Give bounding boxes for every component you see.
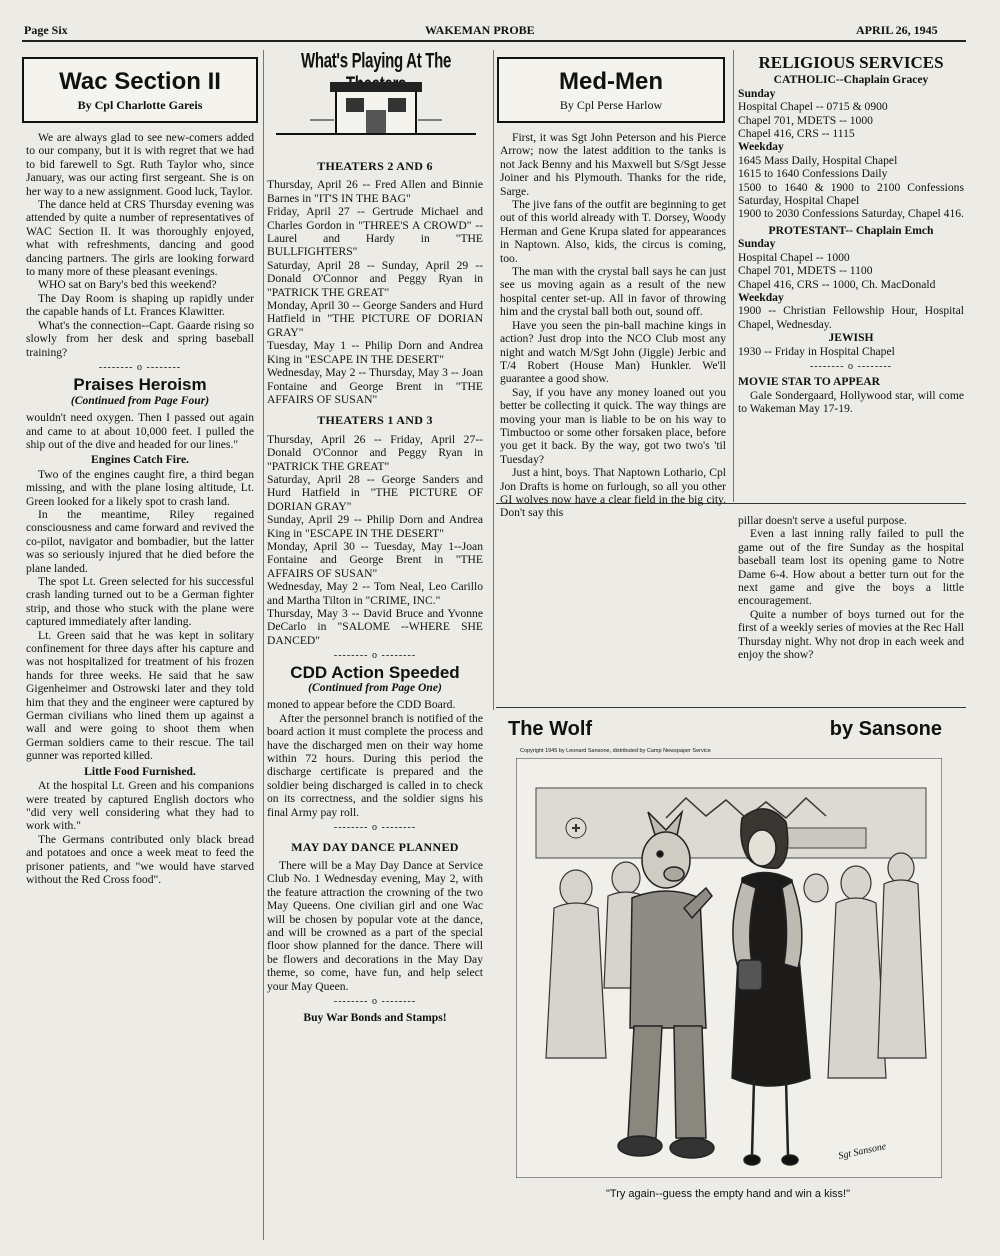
separator: -------- o -------- [333, 822, 417, 834]
movie-listing: Saturday, April 28 -- Sunday, April 29 -- Donald O'Connor and Peggy Ryan in "PATRICK THE GREAT" [267, 258, 483, 299]
praises-heroism-headline: Praises Heroism [73, 375, 207, 395]
movie-listing: Friday, April 27 -- Gertrude Michael and Charles Gordon in "THREE'S A CROWD" -- Laurel and Hardy in "THE BULLFIGHTERS" [267, 205, 483, 259]
service-item: 1615 to 1640 Confessions Daily [738, 167, 888, 181]
paragraph: pillar doesn't serve a useful purpose. [738, 514, 907, 527]
paper-title: WAKEMAN PROBE [425, 23, 535, 37]
subheading: Little Food Furnished. [84, 764, 196, 778]
paragraph: The dance held at CRS Thursday evening was attended by quite a number of representatives of WAC Section II. It was thoroughly enjoyed, what with refreshments, dancing and good dancing partners. The girls are looking forward to many more of these pleasant evenings. [26, 198, 254, 279]
paragraph: The Day Room is shaping up rapidly under the capable hands of Lt. Frances Klawitter. [26, 291, 254, 319]
column-3 [500, 131, 726, 520]
sunday-label: Sunday [738, 237, 776, 251]
section-rule [496, 707, 966, 708]
service-item: Chapel 701, MDETS -- 1100 [738, 264, 873, 278]
jewish-heading: JEWISH [828, 331, 874, 345]
paragraph: Quite a number of boys turned out for the first of a weekly series of movies at the Rec Hall Thursday night. Why not drop in each week and enjoy the show? [738, 607, 965, 662]
paragraph: In the meantime, Riley regained consciousness and came forward and revived the co-pilot, navigator and bombadier, but the latter was so seriously injured that he died before the plane landed. [26, 507, 254, 575]
wac-section-byline: By Cpl Charlotte Gareis [77, 98, 203, 112]
paragraph: wouldn't need oxygen. Then I passed out again and came to at about 10,000 feet. I pulled the ship out of the dive and headed for our lines." [26, 411, 254, 451]
paragraph: The jive fans of the outfit are beginning to get out of this world already with T. Dorsey, Woody Herman and Gene Krupa slated for appearances in Naptown. Also, kids, the circus is coming, too. [500, 198, 726, 265]
paragraph: Even a last inning rally failed to pull the game out of the fire Sunday as the hospital baseball team lost its opening game to Notre Dame 6-4. How about a better turn out for the next game and give the boys a little encouragement. [738, 527, 964, 608]
paragraph: The man with the crystal ball says he can just see us moving again as a result of the new hospital center set-up. All in favor of throwing him and the crystal ball both out, sound off. [500, 265, 726, 319]
column-divider [263, 50, 264, 1240]
catholic-heading: CATHOLIC--Chaplain Gracey [773, 73, 929, 87]
protestant-heading: PROTESTANT-- Chaplain Emch [768, 223, 934, 237]
page-number: Page Six [24, 23, 68, 37]
service-item: Chapel 701, MDETS -- 1000 [738, 113, 873, 127]
paragraph: Say, if you have any money loaned out you better be collecting it quick. The way things are moving your man is liable to be on his way to Timbuctoo or some other forsaken place, before you get it back. By the way, got two two's 'til Tuesday? [500, 385, 726, 466]
continued-note: (Continued from Page Four) [70, 393, 210, 407]
column-1 [26, 131, 254, 886]
movie-listing: Monday, April 30 -- Tuesday, May 1--Joan Fontaine and George Brent in "THE AFFAIRS OF SUSAN" [267, 539, 483, 580]
theaters-2-6-heading: THEATERS 2 AND 6 [317, 159, 433, 173]
movie-listing: Wednesday, May 2 -- Tom Neal, Leo Carillo and Martha Tilton in "CRIME, INC." [267, 580, 483, 607]
service-item: Hospital Chapel -- 0715 & 0900 [738, 100, 888, 114]
paragraph: We are always glad to see new-comers added to our company, but it is with regret that we had to bid farewell to Sgt. Ruth Taylor who, since January, was our acting first sergeant. She is on her way to a new assignment. Good luck, Taylor. [26, 131, 254, 198]
column-divider [733, 50, 734, 502]
movie-listing: Wednesday, May 2 -- Thursday, May 3 -- Joan Fontaine and George Brent in "THE AFFAIRS OF SUSAN" [267, 366, 483, 406]
cartoon-illustration [516, 758, 942, 1178]
paragraph: Have you seen the pin-ball machine kings in action? Just drop into the NCO Club most any night and watch M/Sgt John (Jiggle) Jerbic and T/4 Robert (House Man) Hunkler. We'll guarantee a good show. [500, 318, 726, 386]
movie-listing: Monday, April 30 -- George Sanders and Hurd Hatfield in "THE PICTURE OF DORIAN GRAY" [267, 299, 483, 339]
med-men-continuation [738, 514, 964, 661]
wac-section-title: Wac Section II [59, 68, 221, 95]
paragraph: Lt. Green said that he was kept in solitary confinement for three days after his capture and was not hospitalized for treatment of his frozen hands for three weeks. He said that he saw Gigenheimer and Ostrowski later and they told him that they and the engineer were captured by German civilians who lined them up against a wall and were going to shoot them when German soldiers came to their rescue. The tail gunner was reported killed. [26, 628, 254, 763]
separator: -------- o -------- [98, 361, 182, 373]
theaters-banner-title: What's Playing At The [300, 49, 452, 73]
cartoon-caption: "Try again--guess the empty hand and win a kiss!" [605, 1188, 851, 1200]
paragraph: moned to appear before the CDD Board. [267, 698, 456, 712]
cdd-action-headline: CDD Action Speeded [290, 662, 460, 682]
cartoon-copyright: Copyright 1945 by Leonard Sansone, distributed by Camp Newspaper Service [520, 748, 711, 754]
theater-building-icon [270, 74, 482, 140]
separator: -------- o -------- [333, 995, 417, 1007]
wolf-cartoon [508, 718, 948, 1223]
cartoon-author: by Sansone [829, 718, 942, 740]
service-item: 1930 -- Friday in Hospital Chapel [738, 344, 895, 358]
continued-note: (Continued from Page One) [308, 681, 442, 695]
service-item: 1500 to 1640 & 1900 to 2100 Confessions Saturday, Hospital Chapel [738, 180, 964, 208]
movie-listing: Thursday, April 26 -- Fred Allen and Binnie Barnes in "IT'S IN THE BAG" [267, 178, 483, 205]
theaters-1-3-heading: THEATERS 1 AND 3 [317, 413, 433, 428]
service-item: Hospital Chapel -- 1000 [738, 250, 850, 264]
movie-star-headline: MOVIE STAR TO APPEAR [738, 375, 881, 389]
weekday-label: Weekday [738, 290, 784, 304]
service-item: 1900 to 2030 Confessions Saturday, Chapel 416. [738, 207, 964, 221]
movie-listing: Tuesday, May 1 -- Philip Dorn and Andrea King in "ESCAPE IN THE DESERT" [267, 339, 483, 366]
med-men-title: Med-Men [559, 68, 663, 95]
separator: -------- o -------- [809, 360, 893, 372]
service-item: Chapel 416, CRS -- 1115 [738, 127, 855, 141]
movie-listing: Saturday, April 28 -- George Sanders and Hurd Hatfield in "THE PICTURE OF DORIAN GRAY" [267, 472, 483, 513]
header-rule [22, 40, 966, 42]
paragraph: The spot Lt. Green selected for his successful crash landing turned out to be a German fighter strip, and those who stuck with the plane were captured immediately after landing. [26, 575, 254, 629]
service-item: 1645 Mass Daily, Hospital Chapel [738, 153, 898, 167]
service-item: 1900 -- Christian Fellowship Hour, Hospital Chapel, Wednesday. [738, 304, 964, 331]
issue-date: APRIL 26, 1945 [856, 23, 938, 37]
paragraph: WHO sat on Bary's bed this weekend? [38, 278, 217, 292]
column-divider [493, 50, 494, 710]
paragraph: The Germans contributed only black bread and potatoes and once a week meat to feed the prisoner patients, and "we would have starved without the Red Cross food". [26, 832, 254, 886]
paragraph: First, it was Sgt John Peterson and his Pierce Arrow; now the latest addition to the tanks is not Jack Benny and his Maxwell but S/Sgt Jesse Joiner and his Plymouth. Thanks for the ride, Sarge. [500, 131, 726, 198]
paragraph: Just a hint, boys. That Naptown Lothario, Cpl Jon Drafts is home on furlough, so all you other GI wolves now have a clear field in the big city. Don't say this [500, 466, 726, 520]
separator: -------- o -------- [333, 650, 417, 662]
service-item: Chapel 416, CRS -- 1000, Ch. MacDonald [738, 277, 936, 291]
wac-section-body [26, 131, 254, 374]
paragraph: At the hospital Lt. Green and his companions were treated by captured English doctors who "did very well considering what they had to work with." [26, 779, 254, 833]
movie-listing: Sunday, April 29 -- Philip Dorn and Andrea King in "ESCAPE IN THE DESERT" [267, 513, 483, 540]
war-bonds-slogan: Buy War Bonds and Stamps! [303, 1011, 447, 1025]
paragraph: What's the connection--Capt. Gaarde rising so slowly from her desk and spring baseball training? [26, 318, 254, 359]
column-4 [738, 53, 964, 416]
sunday-label: Sunday [738, 86, 776, 100]
med-men-box [497, 57, 725, 123]
med-men-byline: By Cpl Perse Harlow [559, 98, 663, 112]
movie-listing: Thursday, April 26 -- Friday, April 27--Donald O'Connor and Peggy Ryan in "PATRICK THE GREAT" [267, 432, 483, 473]
paragraph: Two of the engines caught fire, a third began missing, and with the plane losing altitude, Lt. Green looked for a likely spot to crash land. [26, 467, 254, 508]
cartoon-signature: Sgt Sansone [837, 1141, 888, 1162]
may-day-headline: MAY DAY DANCE PLANNED [291, 839, 459, 854]
paragraph: Gale Sondergaard, Hollywood star, will come to Wakeman May 17-19. [738, 388, 964, 416]
cartoon-title: The Wolf [508, 718, 593, 740]
paragraph: There will be a May Day Dance at Service Club No. 1 Wednesday evening, May 2, with the feature attraction the crowning of the two May Queens. One civilian girl and one Wac will be chosen by popular vote at the dance, and will be crowned as a part of the special floor show planned for the dance. There will be flowers and decorations in the May Day theme, so come, have fun, and help select your May Queen. [267, 858, 483, 993]
theaters-banner [270, 50, 482, 142]
paragraph: After the personnel branch is notified of the board action it must complete the process and have the discharged men on their way home within 72 hours. During this period the discharge certificate is prepared and the soldier being discharged is called in to check on its correctness, and the soldier signs his final Army pay roll. [267, 711, 483, 819]
subheading: Engines Catch Fire. [90, 453, 189, 467]
religious-services-title: RELIGIOUS SERVICES [758, 53, 944, 72]
weekday-label: Weekday [738, 140, 784, 154]
movie-listing: Thursday, May 3 -- David Bruce and Yvonne DeCarlo in "SALOME --WHERE SHE DANCED" [267, 607, 483, 647]
wac-section-box [22, 57, 258, 123]
column-2 [267, 152, 483, 1025]
